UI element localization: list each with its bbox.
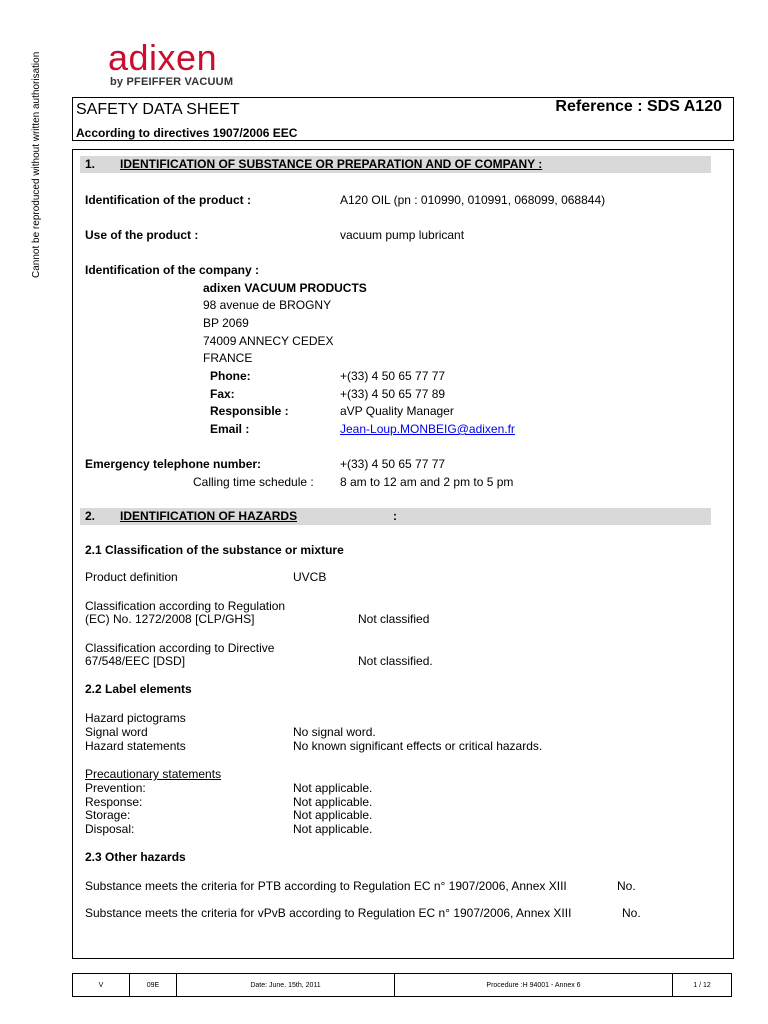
calling-label: Calling time schedule :	[193, 475, 314, 489]
section-2-header	[80, 508, 711, 525]
section-2-title-suffix: :	[393, 509, 397, 523]
fax-value: +(33) 4 50 65 77 89	[340, 387, 446, 401]
hazard-statements-value: No known significant effects or critical hazards.	[293, 739, 543, 753]
use-label: Use of the product :	[85, 228, 199, 242]
signal-word-value: No signal word.	[293, 725, 376, 739]
disposal-label: Disposal:	[85, 822, 135, 836]
clp-value: Not classified	[358, 612, 430, 626]
section-2-title-text: IDENTIFICATION OF HAZARDS	[120, 509, 298, 523]
dsd-value: Not classified.	[358, 654, 433, 668]
calling-value: 8 am to 12 am and 2 pm to 5 pm	[340, 475, 514, 489]
product-id-value: A120 OIL (pn : 010990, 010991, 068099, 068844)	[340, 193, 606, 207]
vpvb-value: No.	[622, 906, 641, 920]
footer-table	[72, 973, 732, 997]
disposal-value: Not applicable.	[293, 822, 373, 836]
copyright-side-note: Cannot be reproduced without written authorisation	[31, 51, 42, 278]
footer-page-number: 1 / 12	[693, 981, 711, 989]
section-1-number: 1.	[85, 157, 96, 171]
phone-value: +(33) 4 50 65 77 77	[340, 369, 446, 383]
response-value: Not applicable.	[293, 795, 373, 809]
address-line: BP 2069	[203, 316, 249, 330]
subsection-2-2-title: 2.2 Label elements	[85, 682, 192, 696]
precautionary-label: Precautionary statements	[85, 767, 222, 781]
fax-label: Fax:	[210, 387, 235, 401]
address-line: FRANCE	[203, 351, 253, 365]
ptb-value: No.	[617, 879, 636, 893]
storage-value: Not applicable.	[293, 808, 373, 822]
product-definition-value: UVCB	[293, 570, 327, 584]
document-reference: Reference : SDS A120	[555, 98, 722, 115]
signal-word-label: Signal word	[85, 725, 148, 739]
prevention-label: Prevention:	[85, 781, 146, 795]
footer-version: V	[73, 974, 130, 996]
responsible-value: aVP Quality Manager	[340, 404, 454, 418]
prevention-value: Not applicable.	[293, 781, 373, 795]
ptb-text: Substance meets the criteria for PTB according to Regulation EC n° 1907/2006, Annex XIII	[85, 879, 567, 893]
footer-code: 09E	[130, 974, 177, 996]
company-logo-tagline: by PFEIFFER VACUUM	[110, 76, 234, 88]
email-label: Email :	[210, 422, 250, 436]
storage-label: Storage:	[85, 808, 131, 822]
company-name: adixen VACUUM PRODUCTS	[203, 281, 367, 295]
phone-label: Phone:	[210, 369, 251, 383]
document-title: SAFETY DATA SHEET	[76, 101, 240, 118]
company-id-label: Identification of the company :	[85, 263, 260, 277]
section-2-number: 2.	[85, 509, 96, 523]
clp-label-line1: Classification according to Regulation	[85, 599, 286, 613]
subsection-2-3-title: 2.3 Other hazards	[85, 850, 186, 864]
response-label: Response:	[85, 795, 143, 809]
subsection-2-1-title: 2.1 Classification of the substance or mixture	[85, 543, 344, 557]
address-line: 74009 ANNECY CEDEX	[203, 334, 334, 348]
product-id-label: Identification of the product :	[85, 193, 251, 207]
dsd-label-line2: 67/548/EEC [DSD]	[85, 654, 186, 668]
section-1-header	[80, 156, 711, 173]
footer-date: Date: June. 15th, 2011	[177, 974, 395, 996]
dsd-label-line1: Classification according to Directive	[85, 641, 275, 655]
product-definition-label: Product definition	[85, 570, 178, 584]
hazard-statements-label: Hazard statements	[85, 739, 186, 753]
email-link[interactable]: Jean-Loup.MONBEIG@adixen.fr	[340, 422, 515, 436]
emergency-label: Emergency telephone number:	[85, 457, 262, 471]
vpvb-text: Substance meets the criteria for vPvB according to Regulation EC n° 1907/2006, Annex XIII	[85, 906, 572, 920]
responsible-label: Responsible :	[210, 404, 289, 418]
section-1-title: IDENTIFICATION OF SUBSTANCE OR PREPARATION AND OF COMPANY :	[120, 157, 543, 171]
footer-procedure: Procedure :H 94001 - Annex 6	[395, 974, 673, 996]
clp-label-line2: (EC) No. 1272/2008 [CLP/GHS]	[85, 612, 255, 626]
pictograms-label: Hazard pictograms	[85, 711, 186, 725]
document-subtitle: According to directives 1907/2006 EEC	[76, 126, 298, 140]
emergency-value: +(33) 4 50 65 77 77	[340, 457, 446, 471]
use-value: vacuum pump lubricant	[340, 228, 465, 242]
section-2-title	[120, 509, 297, 523]
address-line: 98 avenue de BROGNY	[203, 298, 332, 312]
company-logo-wordmark: adixen	[108, 37, 218, 78]
